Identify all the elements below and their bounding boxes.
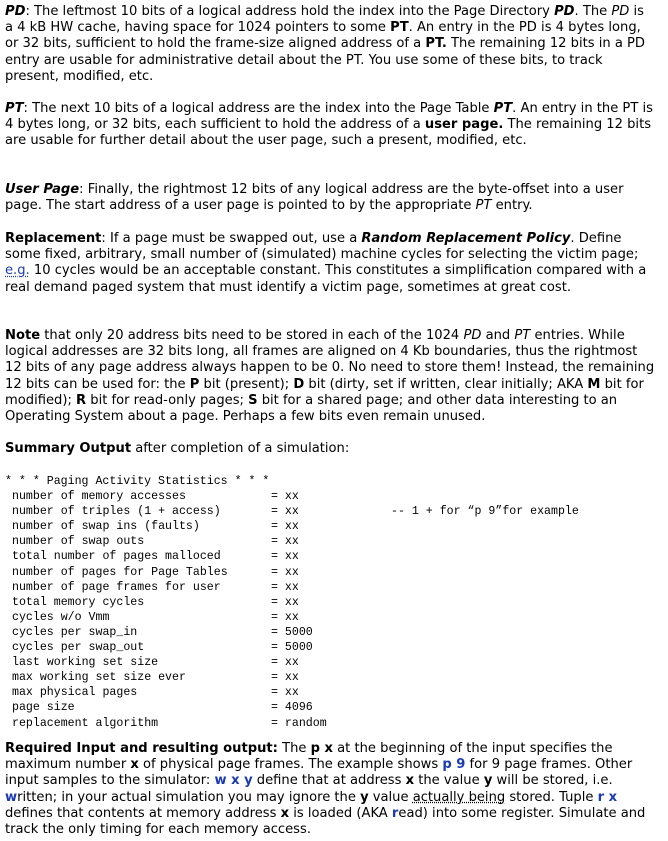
required-code: x — [280, 805, 290, 821]
statistics-header: * * * Paging Activity Statistics * * * — [5, 475, 270, 488]
statistics-row — [5, 580, 655, 595]
statistics-label: number of triples (1 + access) — [12, 505, 221, 519]
pt-text: . An entry in the PT is 4 bytes long, or 32 bits, each sufficient to hold the address of a — [5, 101, 653, 133]
required-code: p 9 — [442, 757, 466, 773]
note-text: bit (present); — [199, 376, 294, 392]
statistics-value: = 4096 — [271, 701, 313, 715]
pd-emphasis: PT. — [425, 36, 447, 52]
statistics-label: number of swap ins (faults) — [12, 520, 200, 534]
pd-paragraph — [5, 4, 655, 85]
statistics-label: number of page frames for user — [12, 580, 221, 594]
required-text: is loaded (AKA — [289, 805, 392, 821]
userpage-paragraph — [5, 182, 655, 214]
statistics-row — [5, 610, 655, 625]
statistics-value: = xx — [271, 656, 299, 670]
note-text: bit for a shared page; and other data interesting to an Operating System about a page. Perhaps a few bits even remain unused. — [5, 392, 618, 425]
statistics-label: max working set size ever — [12, 671, 186, 685]
pt-text: The remaining 12 bits are usable for further detail about the user page, such a present, modified, etc. — [5, 117, 652, 149]
statistics-value: = random — [271, 716, 327, 730]
statistics-label: cycles w/o Vmm — [12, 610, 110, 624]
required-text: The — [277, 741, 311, 756]
statistics-row — [5, 489, 655, 504]
statistics-row — [5, 716, 655, 731]
statistics-label: last working set size — [12, 656, 159, 670]
statistics-label: total number of pages malloced — [12, 550, 221, 564]
statistics-label: number of memory accesses — [12, 490, 186, 504]
statistics-row — [5, 640, 655, 655]
statistics-label: cycles per swap_out — [12, 641, 145, 655]
pd-text: is a 4 kB HW cache, having space for 1024 pointers to some — [5, 4, 644, 36]
pd-text: : The leftmost 10 bits of a logical address hold the index into the Page Directory — [25, 4, 555, 19]
required-code: w — [5, 789, 18, 805]
statistics-row — [5, 519, 655, 534]
pd-text: . An entry in the PD is 4 bytes long, or 32 bits, sufficient to hold the frame-size aligned address of a — [5, 20, 641, 52]
eg-abbreviation: e.g. — [5, 263, 30, 279]
pd-text: . The — [574, 4, 612, 19]
statistics-value: = xx — [271, 505, 299, 519]
replacement-paragraph — [5, 231, 655, 296]
statistics-value: = xx — [271, 671, 299, 685]
pt-emphasis: user page. — [424, 117, 504, 133]
pd-emphasis: PD — [554, 4, 575, 19]
replacement-text: 10 cycles would be an acceptable constant. This constitutes a simplification compared with a real demand paged system that must identify a victim page, sometimes at great cost. — [5, 263, 647, 295]
required-code: x — [405, 773, 415, 789]
statistics-label: page size — [12, 701, 75, 715]
note-text: bit for modified); — [5, 376, 644, 408]
note-bit: D — [293, 376, 305, 392]
summary-paragraph — [5, 441, 655, 457]
required-code: w x y — [214, 773, 253, 789]
statistics-value: = xx — [271, 686, 299, 700]
statistics-value: = xx — [271, 535, 299, 549]
replacement-emphasis: Random Replacement Policy — [361, 231, 571, 246]
statistics-label: number of pages for Page Tables — [12, 565, 228, 579]
statistics-label: number of swap outs — [12, 535, 145, 549]
required-code: r x — [597, 789, 618, 805]
required-text: defines that contents at memory address — [5, 805, 281, 821]
statistics-value: = xx — [271, 595, 299, 609]
required-text: ead) into some register. Simulate and track the only timing for each memory access. — [5, 805, 646, 838]
userpage-term: User Page — [5, 182, 80, 197]
statistics-label: total memory cycles — [12, 595, 145, 609]
statistics-row — [5, 670, 655, 685]
statistics-value: = xx — [271, 520, 299, 534]
required-code: x — [130, 757, 139, 773]
required-text: value — [368, 789, 413, 805]
required-text: for 9 page frames. Other input samples to the simulator: — [5, 757, 633, 789]
required-text: of physical page frames. The example shows — [138, 757, 443, 773]
replacement-text: : If a page must be swapped out, use a — [101, 231, 362, 246]
required-paragraph — [5, 741, 655, 838]
replacement-text: . Define some fixed, arbitrary, small number of (simulated) machine cycles for selecting the victim page; — [5, 231, 639, 263]
statistics-row — [5, 504, 655, 519]
statistics-label: replacement algorithm — [12, 716, 159, 730]
required-code: y — [360, 789, 369, 805]
note-bit: S — [248, 392, 258, 408]
statistics-row — [5, 655, 655, 670]
statistics-value: = 5000 — [271, 641, 313, 655]
required-text: at the beginning of the input specifies the maximum number — [5, 741, 613, 773]
statistics-header-row — [5, 474, 655, 489]
pd-emphasis: PT — [390, 20, 409, 36]
required-text: will be stored, i.e. — [492, 773, 613, 789]
statistics-value: = xx — [271, 490, 299, 504]
pd-emphasis: PD — [611, 4, 630, 19]
statistics-row — [5, 565, 655, 580]
note-text: that only 20 address bits need to be stored in each of the 1024 — [40, 328, 464, 343]
required-term: Required Input and resulting output: — [5, 741, 278, 756]
statistics-row — [5, 625, 655, 640]
required-code: r — [391, 805, 399, 821]
required-code: y — [483, 773, 493, 789]
userpage-text: entry. — [491, 198, 533, 214]
statistics-value: = 5000 — [271, 625, 313, 639]
note-term: Note — [5, 328, 41, 343]
note-bit: R — [76, 392, 87, 408]
note-emphasis: PD — [463, 328, 482, 343]
statistics-note: -- 1 + for “p 9”for example — [391, 505, 579, 519]
note-text: entries. While logical addresses are 32 bits long, all frames are aligned on 4 Kb boundaries, thus the rightmost 12 bits of any page address always happen to be 0. No need to store them! Instead, the remaining 12 bits can be used for: the — [5, 328, 655, 392]
required-code: p x — [310, 741, 333, 756]
statistics-label: cycles per swap_in — [12, 625, 138, 639]
statistics-block — [5, 474, 655, 731]
required-text: define that at address — [252, 773, 406, 789]
statistics-row — [5, 595, 655, 610]
userpage-text: : Finally, the rightmost 12 bits of any logical address are the byte-offset into a user page. The start address of a user page is pointed to by the appropriate — [5, 182, 624, 214]
statistics-row — [5, 685, 655, 700]
pd-text: The remaining 12 bits in a PD entry are usable for administrative detail about the PT. You use some of these bits, to track present, modified, etc. — [5, 36, 645, 84]
pt-term: PT — [5, 101, 24, 116]
userpage-emphasis: PT — [475, 198, 492, 214]
note-emphasis: PT — [514, 328, 531, 343]
required-text: the value — [414, 773, 484, 789]
statistics-value: = xx — [271, 550, 299, 564]
statistics-row — [5, 549, 655, 564]
statistics-row — [5, 700, 655, 715]
note-paragraph — [5, 328, 655, 425]
required-text: stored. Tuple — [505, 789, 598, 805]
statistics-value: = xx — [271, 565, 299, 579]
note-text: bit for read-only pages; — [86, 392, 249, 408]
note-text: bit (dirty, set if written, clear initially; AKA — [304, 376, 588, 392]
statistics-value: = xx — [271, 610, 299, 624]
statistics-value: = xx — [271, 580, 299, 594]
summary-text: after completion of a simulation: — [131, 441, 350, 456]
summary-term: Summary Output — [5, 441, 132, 456]
pt-emphasis: PT — [493, 101, 513, 116]
statistics-label: max physical pages — [12, 686, 138, 700]
pd-term: PD — [5, 4, 26, 19]
pt-text: : The next 10 bits of a logical address are the index into the Page Table — [23, 101, 494, 116]
note-bit: P — [189, 376, 200, 392]
note-text: and — [481, 328, 515, 343]
required-text: actually being — [412, 789, 506, 805]
required-text: ritten; in your actual simulation you may ignore the — [17, 789, 361, 805]
replacement-term: Replacement — [5, 231, 102, 246]
pt-paragraph — [5, 101, 655, 150]
note-bit: M — [587, 376, 601, 392]
statistics-row — [5, 534, 655, 549]
